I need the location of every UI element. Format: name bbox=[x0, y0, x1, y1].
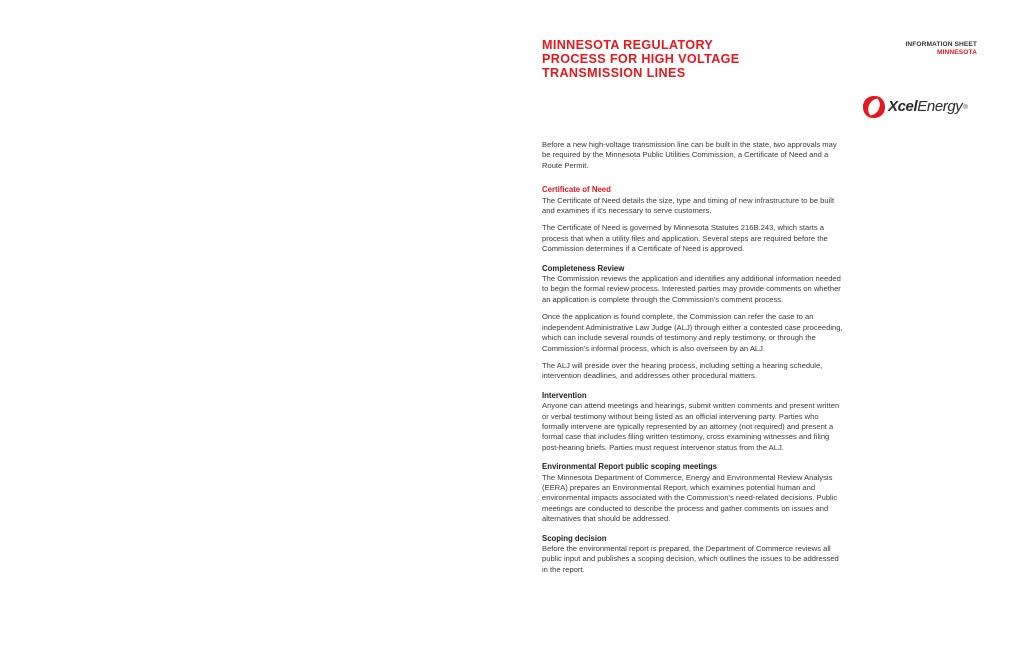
xcel-swirl-icon bbox=[861, 94, 887, 120]
section-certificate-of-need bbox=[542, 185, 846, 254]
title-line-3: TRANSMISSION LINES bbox=[542, 66, 686, 80]
xcel-energy-logo bbox=[861, 94, 981, 120]
section-scoping-decision bbox=[542, 534, 846, 576]
section-paragraph: The Certificate of Need details the size, type and timing of new infrastructure to be built and examines if it's necessary to serve customers. bbox=[542, 195, 835, 216]
logo-registered-mark: ® bbox=[963, 105, 968, 111]
section-paragraph: The Minnesota Department of Commerce, Energy and Environmental Review Analysis (EERA) prepares an Environmental Report, which examines potential human and environmental impacts associated with the Commission's need-related decisions. Public meetings are conducted to describe the process and gather comments on issues and alternatives that should be addressed. bbox=[542, 472, 838, 524]
document-body bbox=[542, 140, 846, 584]
section-intervention bbox=[542, 391, 846, 453]
section-completeness-review bbox=[542, 264, 846, 382]
section-heading: Scoping decision bbox=[542, 533, 607, 543]
logo-brand-bold: Xcel bbox=[888, 98, 918, 115]
section-heading: Environmental Report public scoping meetings bbox=[542, 462, 718, 472]
section-paragraph: The Commission reviews the application and identifies any additional information needed to begin the formal review process. Interested parties may provide comments on whether an application is complete through the Commission's comment process. bbox=[542, 274, 841, 304]
section-environmental-report bbox=[542, 462, 846, 524]
title-line-1: MINNESOTA REGULATORY bbox=[542, 38, 714, 52]
sheet-state: MINNESOTA bbox=[937, 49, 977, 56]
sheet-label bbox=[905, 41, 977, 57]
section-paragraph: The Certificate of Need is governed by Minnesota Statutes 216B.243, which starts a process that when a utility files and application. Several steps are required before the Commission determines if a Certificate of Need is approved. bbox=[542, 223, 828, 254]
sheet-type: INFORMATION SHEET bbox=[905, 41, 977, 48]
intro-paragraph: Before a new high-voltage transmission line can be built in the state, two approvals may be required by the Minnesota Public Utilities Commission, a Certificate of Need and a Route Permit. bbox=[542, 140, 837, 170]
section-heading: Certificate of Need bbox=[542, 185, 611, 195]
document-title bbox=[542, 38, 842, 80]
section-paragraph: Once the application is found complete, the Commission can refer the case to an independent Administrative Law Judge (ALJ) through either a contested case proceeding, which can include several rounds of testimony and reply testimony, or through the Commission's informal process, which is also overseen by an ALJ. bbox=[542, 312, 843, 353]
section-heading: Completeness Review bbox=[542, 263, 625, 273]
logo-wordmark bbox=[888, 98, 967, 116]
section-heading: Intervention bbox=[542, 390, 587, 400]
section-paragraph: The ALJ will preside over the hearing process, including setting a hearing schedule, intervention deadlines, and addresses other procedural matters. bbox=[542, 360, 823, 381]
title-line-2: PROCESS FOR HIGH VOLTAGE bbox=[542, 52, 740, 66]
section-paragraph: Anyone can attend meetings and hearings, submit written comments and present written or verbal testimony without being listed as an official intervening party. Parties who formally intervene are typically represented by an attorney (not required) and present a formal case that includes filing written testimony, cross examining witnesses and filing post-hearing briefs. Parties must request intervenor status from the ALJ. bbox=[542, 401, 840, 452]
section-paragraph: Before the environmental report is prepared, the Department of Commerce reviews all public input and publishes a scoping decision, which outlines the issues to be addressed in the report. bbox=[542, 544, 839, 574]
logo-brand-light: Energy bbox=[917, 98, 963, 115]
